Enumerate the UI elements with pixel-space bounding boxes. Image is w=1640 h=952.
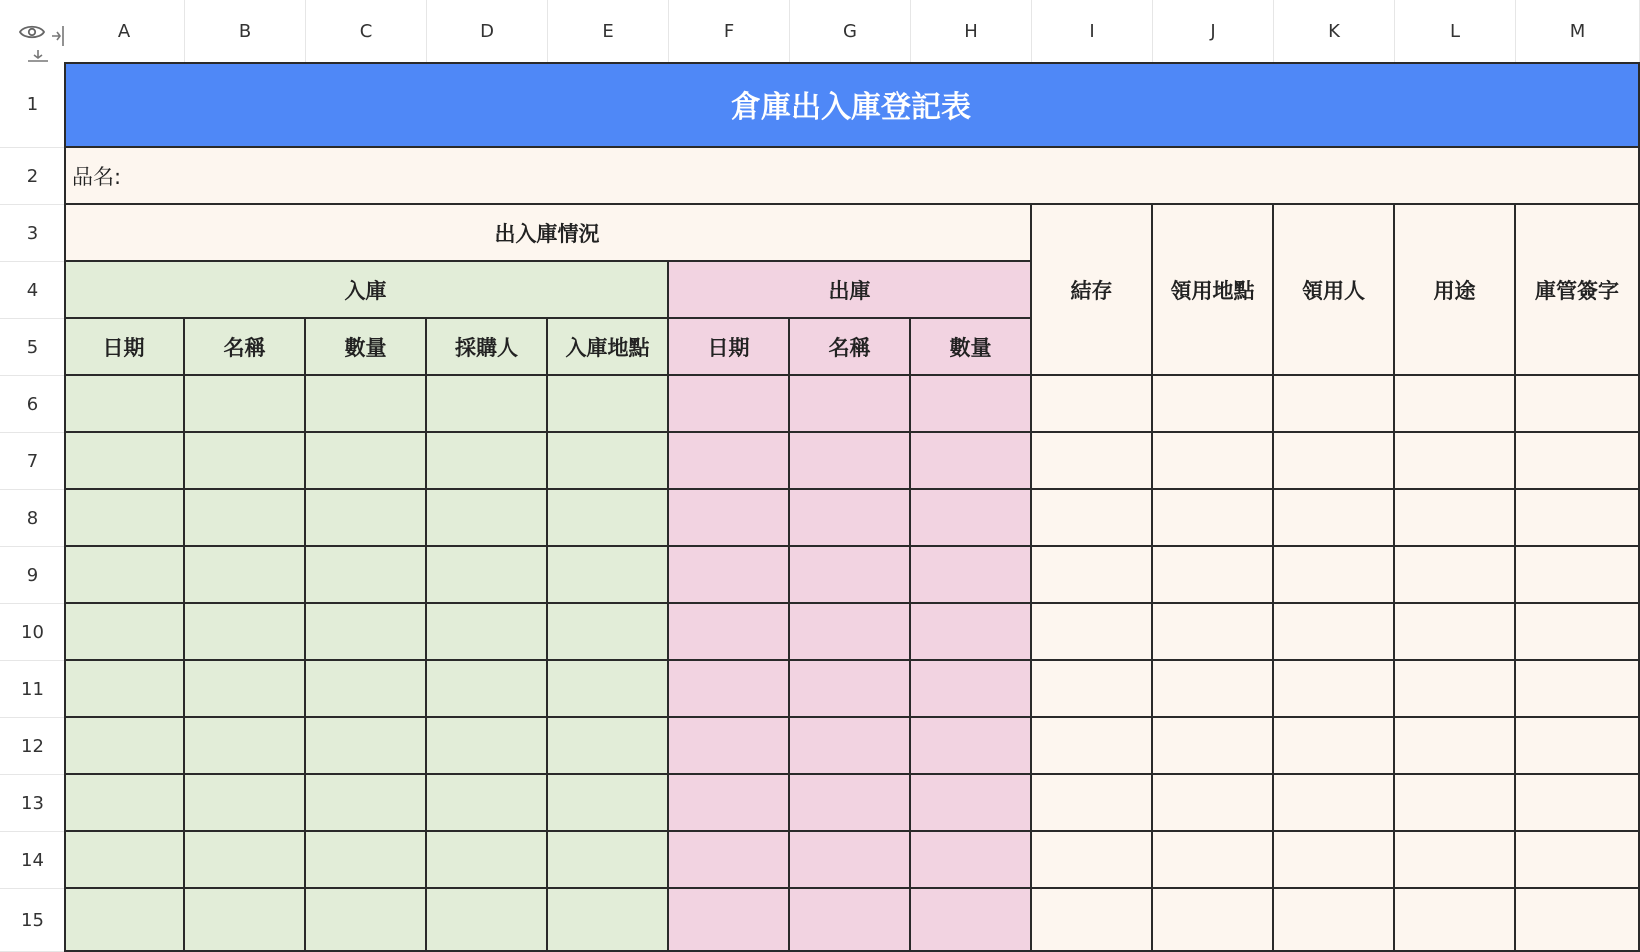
cell-B13[interactable] [185, 775, 306, 832]
cell-L11[interactable] [1395, 661, 1516, 718]
cell-G14[interactable] [790, 832, 911, 889]
cell-I15[interactable] [1032, 889, 1153, 952]
cell-H12[interactable] [911, 718, 1032, 775]
column-header-L[interactable]: L [1395, 0, 1516, 62]
cell-B9[interactable] [185, 547, 306, 604]
cell-G15[interactable] [790, 889, 911, 952]
cell-I13[interactable] [1032, 775, 1153, 832]
cell-E13[interactable] [548, 775, 669, 832]
cell-H7[interactable] [911, 433, 1032, 490]
cell-J14[interactable] [1153, 832, 1274, 889]
cell-D13[interactable] [427, 775, 548, 832]
cell-A14[interactable] [64, 832, 185, 889]
header-cell-B[interactable]: 名稱 [185, 319, 306, 376]
cell-D14[interactable] [427, 832, 548, 889]
cell-H15[interactable] [911, 889, 1032, 952]
cell-L13[interactable] [1395, 775, 1516, 832]
cell-F9[interactable] [669, 547, 790, 604]
header-cell-J[interactable]: 領用地點 [1153, 205, 1274, 376]
cell-D6[interactable] [427, 376, 548, 433]
cell-A7[interactable] [64, 433, 185, 490]
cell-B10[interactable] [185, 604, 306, 661]
cell-H10[interactable] [911, 604, 1032, 661]
cell-B8[interactable] [185, 490, 306, 547]
in-stock-header-cell[interactable]: 入庫 [64, 262, 669, 319]
column-header-J[interactable]: J [1153, 0, 1274, 62]
cell-K9[interactable] [1274, 547, 1395, 604]
header-cell-I[interactable]: 結存 [1032, 205, 1153, 376]
cell-E14[interactable] [548, 832, 669, 889]
cell-D15[interactable] [427, 889, 548, 952]
cell-C9[interactable] [306, 547, 427, 604]
row-header-11[interactable]: 11 [0, 661, 65, 718]
column-header-M[interactable]: M [1516, 0, 1640, 62]
header-cell-H[interactable]: 數量 [911, 319, 1032, 376]
cell-M8[interactable] [1516, 490, 1640, 547]
header-cell-D[interactable]: 採購人 [427, 319, 548, 376]
cell-K7[interactable] [1274, 433, 1395, 490]
row-header-13[interactable]: 13 [0, 775, 65, 832]
cell-C12[interactable] [306, 718, 427, 775]
cell-L7[interactable] [1395, 433, 1516, 490]
cell-E10[interactable] [548, 604, 669, 661]
cell-J8[interactable] [1153, 490, 1274, 547]
cell-A15[interactable] [64, 889, 185, 952]
cell-E8[interactable] [548, 490, 669, 547]
cell-I12[interactable] [1032, 718, 1153, 775]
column-header-B[interactable]: B [185, 0, 306, 62]
cell-D12[interactable] [427, 718, 548, 775]
cell-F15[interactable] [669, 889, 790, 952]
cell-C7[interactable] [306, 433, 427, 490]
cell-G7[interactable] [790, 433, 911, 490]
cell-K6[interactable] [1274, 376, 1395, 433]
cell-F6[interactable] [669, 376, 790, 433]
cell-A13[interactable] [64, 775, 185, 832]
row-header-12[interactable]: 12 [0, 718, 65, 775]
cell-K15[interactable] [1274, 889, 1395, 952]
row-header-1[interactable]: 1 [0, 62, 65, 148]
cell-E11[interactable] [548, 661, 669, 718]
cell-J7[interactable] [1153, 433, 1274, 490]
cell-B12[interactable] [185, 718, 306, 775]
cell-C14[interactable] [306, 832, 427, 889]
cell-F12[interactable] [669, 718, 790, 775]
column-header-G[interactable]: G [790, 0, 911, 62]
cell-I8[interactable] [1032, 490, 1153, 547]
cell-C15[interactable] [306, 889, 427, 952]
cell-C13[interactable] [306, 775, 427, 832]
select-all-corner[interactable] [0, 0, 65, 62]
cell-I9[interactable] [1032, 547, 1153, 604]
cell-M11[interactable] [1516, 661, 1640, 718]
cell-M10[interactable] [1516, 604, 1640, 661]
cell-L14[interactable] [1395, 832, 1516, 889]
cell-B7[interactable] [185, 433, 306, 490]
cell-B11[interactable] [185, 661, 306, 718]
cell-K14[interactable] [1274, 832, 1395, 889]
cell-L10[interactable] [1395, 604, 1516, 661]
cell-J9[interactable] [1153, 547, 1274, 604]
cell-F14[interactable] [669, 832, 790, 889]
row-header-10[interactable]: 10 [0, 604, 65, 661]
cell-I11[interactable] [1032, 661, 1153, 718]
row-header-5[interactable]: 5 [0, 319, 65, 376]
cell-A6[interactable] [64, 376, 185, 433]
row-header-8[interactable]: 8 [0, 490, 65, 547]
cell-C11[interactable] [306, 661, 427, 718]
cell-H13[interactable] [911, 775, 1032, 832]
cell-K12[interactable] [1274, 718, 1395, 775]
cell-H11[interactable] [911, 661, 1032, 718]
cell-J6[interactable] [1153, 376, 1274, 433]
cell-M6[interactable] [1516, 376, 1640, 433]
cell-H9[interactable] [911, 547, 1032, 604]
cell-M12[interactable] [1516, 718, 1640, 775]
cell-M15[interactable] [1516, 889, 1640, 952]
cell-H6[interactable] [911, 376, 1032, 433]
row-header-6[interactable]: 6 [0, 376, 65, 433]
column-header-H[interactable]: H [911, 0, 1032, 62]
title-cell[interactable]: 倉庫出入庫登記表 [64, 62, 1640, 148]
cell-G8[interactable] [790, 490, 911, 547]
cell-G10[interactable] [790, 604, 911, 661]
cell-D11[interactable] [427, 661, 548, 718]
row-header-15[interactable]: 15 [0, 889, 65, 952]
cell-B15[interactable] [185, 889, 306, 952]
cell-C8[interactable] [306, 490, 427, 547]
cell-F13[interactable] [669, 775, 790, 832]
cell-E6[interactable] [548, 376, 669, 433]
column-header-K[interactable]: K [1274, 0, 1395, 62]
cell-D9[interactable] [427, 547, 548, 604]
cell-L8[interactable] [1395, 490, 1516, 547]
cell-J12[interactable] [1153, 718, 1274, 775]
cell-J11[interactable] [1153, 661, 1274, 718]
cell-K11[interactable] [1274, 661, 1395, 718]
out-stock-header-cell[interactable]: 出庫 [669, 262, 1032, 319]
cell-C6[interactable] [306, 376, 427, 433]
cell-I7[interactable] [1032, 433, 1153, 490]
cell-I14[interactable] [1032, 832, 1153, 889]
cell-G6[interactable] [790, 376, 911, 433]
cell-M14[interactable] [1516, 832, 1640, 889]
header-cell-C[interactable]: 數量 [306, 319, 427, 376]
cell-B6[interactable] [185, 376, 306, 433]
cell-M9[interactable] [1516, 547, 1640, 604]
cell-D7[interactable] [427, 433, 548, 490]
cell-B14[interactable] [185, 832, 306, 889]
cell-M13[interactable] [1516, 775, 1640, 832]
cell-A9[interactable] [64, 547, 185, 604]
row-header-4[interactable]: 4 [0, 262, 65, 319]
cell-A10[interactable] [64, 604, 185, 661]
cell-G11[interactable] [790, 661, 911, 718]
cell-C10[interactable] [306, 604, 427, 661]
cell-G13[interactable] [790, 775, 911, 832]
cell-L15[interactable] [1395, 889, 1516, 952]
column-header-F[interactable]: F [669, 0, 790, 62]
cell-F11[interactable] [669, 661, 790, 718]
cell-M7[interactable] [1516, 433, 1640, 490]
cell-E12[interactable] [548, 718, 669, 775]
cell-L9[interactable] [1395, 547, 1516, 604]
cell-D10[interactable] [427, 604, 548, 661]
header-cell-A[interactable]: 日期 [64, 319, 185, 376]
cell-H8[interactable] [911, 490, 1032, 547]
row-header-2[interactable]: 2 [0, 148, 65, 205]
column-header-I[interactable]: I [1032, 0, 1153, 62]
header-cell-L[interactable]: 用途 [1395, 205, 1516, 376]
cell-G9[interactable] [790, 547, 911, 604]
cell-G12[interactable] [790, 718, 911, 775]
cell-I10[interactable] [1032, 604, 1153, 661]
column-header-E[interactable]: E [548, 0, 669, 62]
cell-I6[interactable] [1032, 376, 1153, 433]
cell-L12[interactable] [1395, 718, 1516, 775]
row-header-7[interactable]: 7 [0, 433, 65, 490]
column-header-C[interactable]: C [306, 0, 427, 62]
cell-J15[interactable] [1153, 889, 1274, 952]
cell-A12[interactable] [64, 718, 185, 775]
header-cell-E[interactable]: 入庫地點 [548, 319, 669, 376]
cell-A8[interactable] [64, 490, 185, 547]
cell-L6[interactable] [1395, 376, 1516, 433]
header-cell-G[interactable]: 名稱 [790, 319, 911, 376]
header-cell-F[interactable]: 日期 [669, 319, 790, 376]
cell-E7[interactable] [548, 433, 669, 490]
row-header-9[interactable]: 9 [0, 547, 65, 604]
column-header-D[interactable]: D [427, 0, 548, 62]
row-header-14[interactable]: 14 [0, 832, 65, 889]
section-header-cell[interactable]: 出入庫情況 [64, 205, 1032, 262]
cell-J10[interactable] [1153, 604, 1274, 661]
cell-F10[interactable] [669, 604, 790, 661]
cell-K13[interactable] [1274, 775, 1395, 832]
cell-F8[interactable] [669, 490, 790, 547]
cell-E15[interactable] [548, 889, 669, 952]
cell-E9[interactable] [548, 547, 669, 604]
product-name-cell[interactable]: 品名: [64, 148, 1640, 205]
cell-F7[interactable] [669, 433, 790, 490]
column-header-A[interactable]: A [64, 0, 185, 62]
cell-K8[interactable] [1274, 490, 1395, 547]
row-header-3[interactable]: 3 [0, 205, 65, 262]
header-cell-K[interactable]: 領用人 [1274, 205, 1395, 376]
cell-J13[interactable] [1153, 775, 1274, 832]
cell-K10[interactable] [1274, 604, 1395, 661]
cell-H14[interactable] [911, 832, 1032, 889]
cell-D8[interactable] [427, 490, 548, 547]
header-cell-M[interactable]: 庫管簽字 [1516, 205, 1640, 376]
eye-icon[interactable] [19, 23, 45, 41]
cell-A11[interactable] [64, 661, 185, 718]
